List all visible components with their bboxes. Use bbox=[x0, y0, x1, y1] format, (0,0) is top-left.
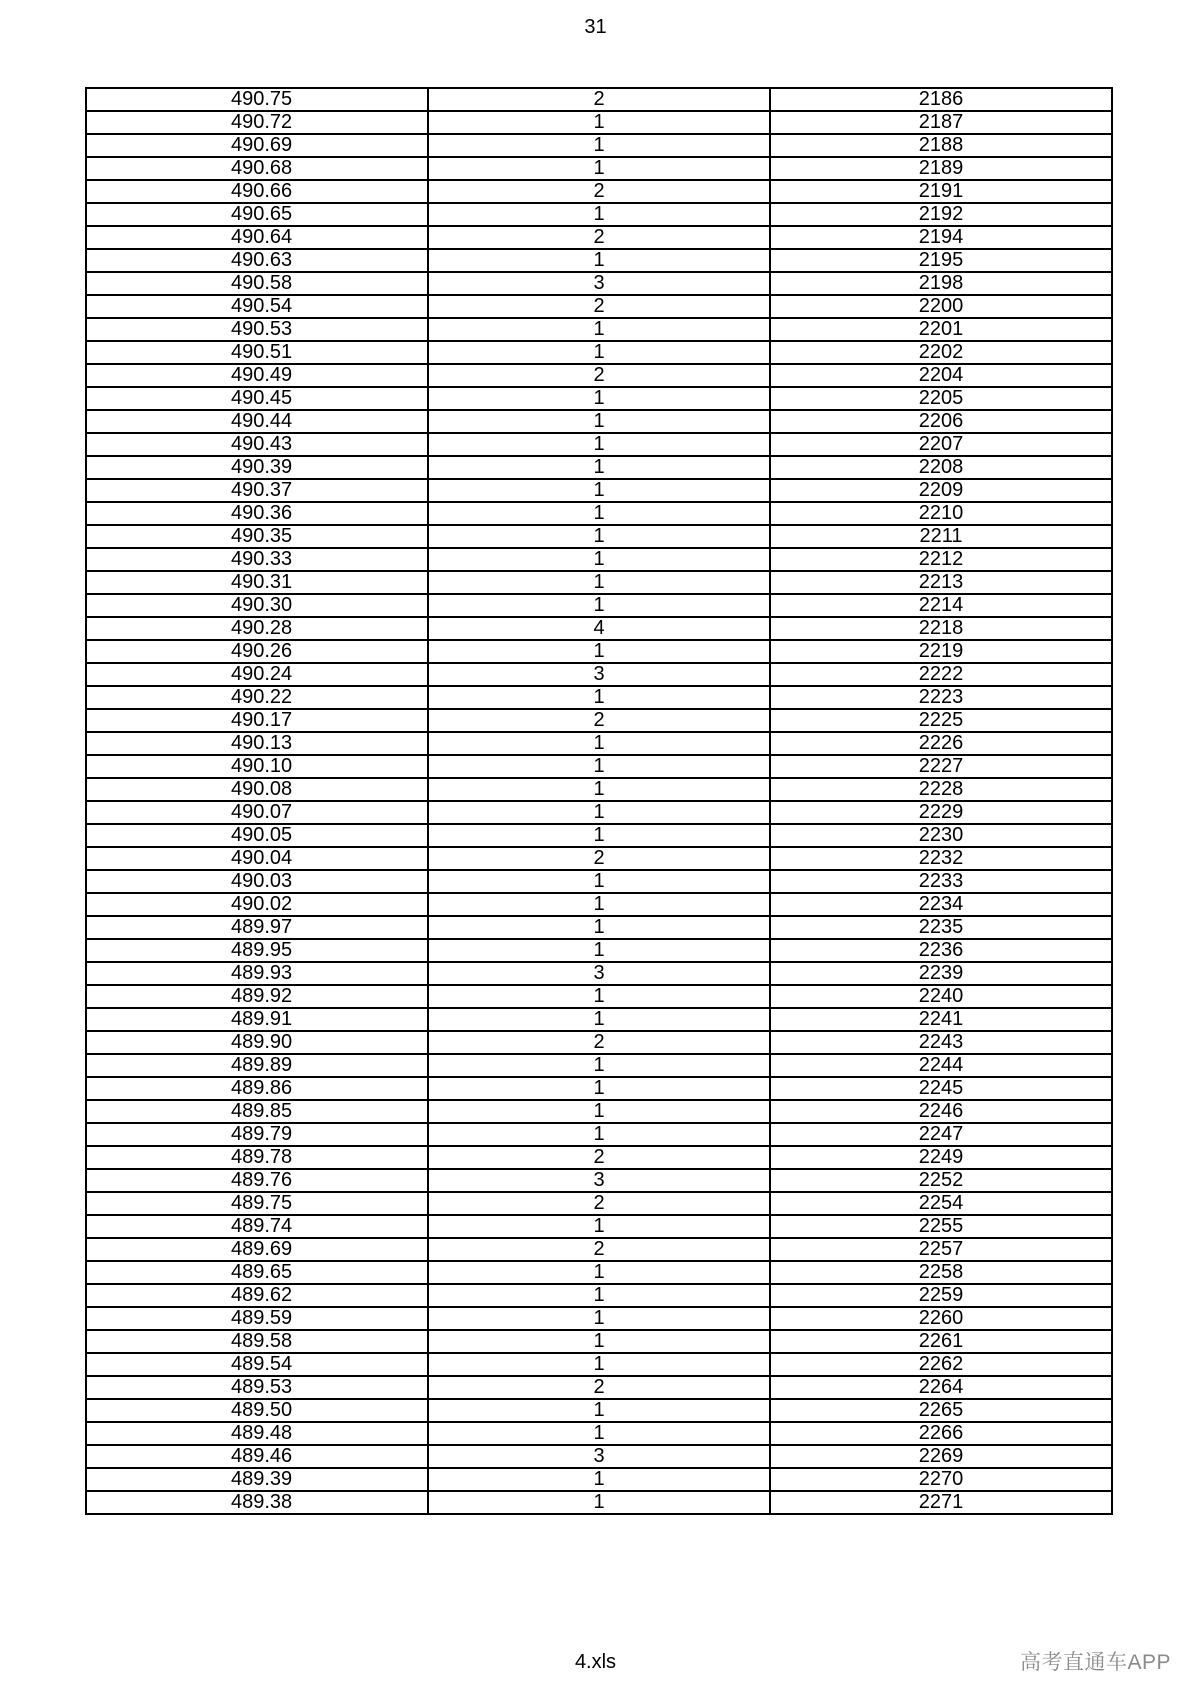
table-row bbox=[86, 203, 1112, 226]
table-row bbox=[86, 801, 1112, 824]
count-cell: 1 bbox=[428, 1491, 770, 1514]
count-cell: 3 bbox=[428, 272, 770, 295]
cumulative-cell: 2265 bbox=[770, 1399, 1112, 1422]
cumulative-cell: 2192 bbox=[770, 203, 1112, 226]
cumulative-cell: 2236 bbox=[770, 939, 1112, 962]
count-cell: 1 bbox=[428, 479, 770, 502]
table-row bbox=[86, 1491, 1112, 1514]
score-cell: 490.31 bbox=[86, 571, 428, 594]
count-cell: 1 bbox=[428, 1008, 770, 1031]
table-row bbox=[86, 824, 1112, 847]
table-row bbox=[86, 1399, 1112, 1422]
cumulative-cell: 2228 bbox=[770, 778, 1112, 801]
score-cell: 490.33 bbox=[86, 548, 428, 571]
score-cell: 489.46 bbox=[86, 1445, 428, 1468]
count-cell: 1 bbox=[428, 1123, 770, 1146]
cumulative-cell: 2201 bbox=[770, 318, 1112, 341]
table-row bbox=[86, 916, 1112, 939]
watermark: 高考直通车APP bbox=[1019, 1651, 1171, 1674]
cumulative-cell: 2246 bbox=[770, 1100, 1112, 1123]
score-cell: 489.92 bbox=[86, 985, 428, 1008]
score-cell: 489.91 bbox=[86, 1008, 428, 1031]
score-cell: 489.89 bbox=[86, 1054, 428, 1077]
table-row bbox=[86, 410, 1112, 433]
count-cell: 1 bbox=[428, 1468, 770, 1491]
count-cell: 2 bbox=[428, 847, 770, 870]
cumulative-cell: 2208 bbox=[770, 456, 1112, 479]
count-cell: 3 bbox=[428, 663, 770, 686]
table-row bbox=[86, 1422, 1112, 1445]
score-cell: 490.22 bbox=[86, 686, 428, 709]
cumulative-cell: 2252 bbox=[770, 1169, 1112, 1192]
score-cell: 489.38 bbox=[86, 1491, 428, 1514]
count-cell: 1 bbox=[428, 1330, 770, 1353]
count-cell: 1 bbox=[428, 732, 770, 755]
table-row bbox=[86, 1284, 1112, 1307]
count-cell: 1 bbox=[428, 1284, 770, 1307]
cumulative-cell: 2244 bbox=[770, 1054, 1112, 1077]
table-row bbox=[86, 433, 1112, 456]
score-cell: 490.44 bbox=[86, 410, 428, 433]
count-cell: 2 bbox=[428, 295, 770, 318]
table-row bbox=[86, 272, 1112, 295]
count-cell: 2 bbox=[428, 88, 770, 111]
count-cell: 2 bbox=[428, 1192, 770, 1215]
table-row bbox=[86, 249, 1112, 272]
count-cell: 1 bbox=[428, 1077, 770, 1100]
score-cell: 489.59 bbox=[86, 1307, 428, 1330]
count-cell: 1 bbox=[428, 916, 770, 939]
cumulative-cell: 2258 bbox=[770, 1261, 1112, 1284]
cumulative-cell: 2206 bbox=[770, 410, 1112, 433]
cumulative-cell: 2233 bbox=[770, 870, 1112, 893]
score-cell: 490.68 bbox=[86, 157, 428, 180]
data-table-container bbox=[85, 87, 1111, 1515]
score-cell: 490.51 bbox=[86, 341, 428, 364]
count-cell: 3 bbox=[428, 962, 770, 985]
table-row bbox=[86, 364, 1112, 387]
cumulative-cell: 2225 bbox=[770, 709, 1112, 732]
table-row bbox=[86, 318, 1112, 341]
score-cell: 489.76 bbox=[86, 1169, 428, 1192]
table-row bbox=[86, 295, 1112, 318]
score-cell: 489.75 bbox=[86, 1192, 428, 1215]
cumulative-cell: 2249 bbox=[770, 1146, 1112, 1169]
score-cell: 490.02 bbox=[86, 893, 428, 916]
count-cell: 1 bbox=[428, 778, 770, 801]
score-cell: 490.66 bbox=[86, 180, 428, 203]
cumulative-cell: 2259 bbox=[770, 1284, 1112, 1307]
cumulative-cell: 2205 bbox=[770, 387, 1112, 410]
score-cell: 489.79 bbox=[86, 1123, 428, 1146]
count-cell: 1 bbox=[428, 134, 770, 157]
table-row bbox=[86, 1376, 1112, 1399]
score-cell: 490.13 bbox=[86, 732, 428, 755]
count-cell: 1 bbox=[428, 502, 770, 525]
cumulative-cell: 2202 bbox=[770, 341, 1112, 364]
score-cell: 490.72 bbox=[86, 111, 428, 134]
count-cell: 2 bbox=[428, 709, 770, 732]
table-row bbox=[86, 1468, 1112, 1491]
score-table-body bbox=[86, 88, 1112, 1514]
count-cell: 1 bbox=[428, 571, 770, 594]
count-cell: 1 bbox=[428, 203, 770, 226]
score-cell: 490.58 bbox=[86, 272, 428, 295]
table-row bbox=[86, 870, 1112, 893]
count-cell: 3 bbox=[428, 1445, 770, 1468]
score-cell: 489.74 bbox=[86, 1215, 428, 1238]
cumulative-cell: 2209 bbox=[770, 479, 1112, 502]
score-cell: 490.07 bbox=[86, 801, 428, 824]
score-cell: 490.08 bbox=[86, 778, 428, 801]
table-row bbox=[86, 962, 1112, 985]
cumulative-cell: 2232 bbox=[770, 847, 1112, 870]
score-cell: 490.35 bbox=[86, 525, 428, 548]
table-row bbox=[86, 525, 1112, 548]
table-row bbox=[86, 571, 1112, 594]
table-row bbox=[86, 1123, 1112, 1146]
score-cell: 490.63 bbox=[86, 249, 428, 272]
score-cell: 490.43 bbox=[86, 433, 428, 456]
table-row bbox=[86, 548, 1112, 571]
cumulative-cell: 2239 bbox=[770, 962, 1112, 985]
count-cell: 1 bbox=[428, 824, 770, 847]
count-cell: 2 bbox=[428, 1146, 770, 1169]
score-cell: 489.93 bbox=[86, 962, 428, 985]
table-row bbox=[86, 1307, 1112, 1330]
table-row bbox=[86, 88, 1112, 111]
count-cell: 1 bbox=[428, 1353, 770, 1376]
score-cell: 490.04 bbox=[86, 847, 428, 870]
count-cell: 1 bbox=[428, 755, 770, 778]
cumulative-cell: 2189 bbox=[770, 157, 1112, 180]
cumulative-cell: 2262 bbox=[770, 1353, 1112, 1376]
score-cell: 490.39 bbox=[86, 456, 428, 479]
score-cell: 490.36 bbox=[86, 502, 428, 525]
cumulative-cell: 2207 bbox=[770, 433, 1112, 456]
table-row bbox=[86, 847, 1112, 870]
table-row bbox=[86, 180, 1112, 203]
table-row bbox=[86, 594, 1112, 617]
table-row bbox=[86, 640, 1112, 663]
score-cell: 489.78 bbox=[86, 1146, 428, 1169]
score-cell: 490.24 bbox=[86, 663, 428, 686]
cumulative-cell: 2229 bbox=[770, 801, 1112, 824]
count-cell: 2 bbox=[428, 180, 770, 203]
cumulative-cell: 2194 bbox=[770, 226, 1112, 249]
score-cell: 490.69 bbox=[86, 134, 428, 157]
score-cell: 490.75 bbox=[86, 88, 428, 111]
count-cell: 1 bbox=[428, 1422, 770, 1445]
score-cell: 490.03 bbox=[86, 870, 428, 893]
cumulative-cell: 2227 bbox=[770, 755, 1112, 778]
count-cell: 1 bbox=[428, 111, 770, 134]
table-row bbox=[86, 1445, 1112, 1468]
cumulative-cell: 2222 bbox=[770, 663, 1112, 686]
count-cell: 2 bbox=[428, 1376, 770, 1399]
count-cell: 2 bbox=[428, 1238, 770, 1261]
table-row bbox=[86, 1330, 1112, 1353]
count-cell: 1 bbox=[428, 985, 770, 1008]
table-row bbox=[86, 1077, 1112, 1100]
score-table bbox=[85, 87, 1113, 1515]
cumulative-cell: 2271 bbox=[770, 1491, 1112, 1514]
score-cell: 489.95 bbox=[86, 939, 428, 962]
cumulative-cell: 2211 bbox=[770, 525, 1112, 548]
cumulative-cell: 2254 bbox=[770, 1192, 1112, 1215]
count-cell: 1 bbox=[428, 1100, 770, 1123]
count-cell: 1 bbox=[428, 870, 770, 893]
page-number: 31 bbox=[584, 16, 607, 38]
table-row bbox=[86, 111, 1112, 134]
count-cell: 1 bbox=[428, 387, 770, 410]
cumulative-cell: 2219 bbox=[770, 640, 1112, 663]
count-cell: 1 bbox=[428, 157, 770, 180]
score-cell: 490.45 bbox=[86, 387, 428, 410]
count-cell: 1 bbox=[428, 1054, 770, 1077]
table-row bbox=[86, 1192, 1112, 1215]
score-cell: 489.58 bbox=[86, 1330, 428, 1353]
cumulative-cell: 2188 bbox=[770, 134, 1112, 157]
score-cell: 490.37 bbox=[86, 479, 428, 502]
score-cell: 489.53 bbox=[86, 1376, 428, 1399]
table-row bbox=[86, 1261, 1112, 1284]
table-row bbox=[86, 617, 1112, 640]
cumulative-cell: 2204 bbox=[770, 364, 1112, 387]
table-row bbox=[86, 1169, 1112, 1192]
cumulative-cell: 2195 bbox=[770, 249, 1112, 272]
table-row bbox=[86, 1031, 1112, 1054]
score-cell: 490.17 bbox=[86, 709, 428, 732]
count-cell: 3 bbox=[428, 1169, 770, 1192]
score-cell: 489.50 bbox=[86, 1399, 428, 1422]
table-row bbox=[86, 1054, 1112, 1077]
table-row bbox=[86, 502, 1112, 525]
score-cell: 490.26 bbox=[86, 640, 428, 663]
score-cell: 490.05 bbox=[86, 824, 428, 847]
cumulative-cell: 2210 bbox=[770, 502, 1112, 525]
count-cell: 1 bbox=[428, 318, 770, 341]
cumulative-cell: 2212 bbox=[770, 548, 1112, 571]
cumulative-cell: 2261 bbox=[770, 1330, 1112, 1353]
cumulative-cell: 2218 bbox=[770, 617, 1112, 640]
cumulative-cell: 2241 bbox=[770, 1008, 1112, 1031]
count-cell: 1 bbox=[428, 1399, 770, 1422]
cumulative-cell: 2226 bbox=[770, 732, 1112, 755]
cumulative-cell: 2186 bbox=[770, 88, 1112, 111]
cumulative-cell: 2234 bbox=[770, 893, 1112, 916]
score-cell: 489.90 bbox=[86, 1031, 428, 1054]
score-cell: 489.85 bbox=[86, 1100, 428, 1123]
table-row bbox=[86, 1238, 1112, 1261]
count-cell: 1 bbox=[428, 939, 770, 962]
cumulative-cell: 2191 bbox=[770, 180, 1112, 203]
table-row bbox=[86, 893, 1112, 916]
score-cell: 490.54 bbox=[86, 295, 428, 318]
count-cell: 1 bbox=[428, 410, 770, 433]
table-row bbox=[86, 134, 1112, 157]
table-row bbox=[86, 939, 1112, 962]
table-row bbox=[86, 341, 1112, 364]
count-cell: 1 bbox=[428, 640, 770, 663]
cumulative-cell: 2264 bbox=[770, 1376, 1112, 1399]
table-row bbox=[86, 663, 1112, 686]
count-cell: 1 bbox=[428, 594, 770, 617]
count-cell: 4 bbox=[428, 617, 770, 640]
score-cell: 490.53 bbox=[86, 318, 428, 341]
count-cell: 1 bbox=[428, 456, 770, 479]
score-cell: 490.49 bbox=[86, 364, 428, 387]
score-cell: 490.10 bbox=[86, 755, 428, 778]
score-cell: 489.86 bbox=[86, 1077, 428, 1100]
file-name-footer: 4.xls bbox=[574, 1651, 617, 1673]
cumulative-cell: 2235 bbox=[770, 916, 1112, 939]
table-row bbox=[86, 985, 1112, 1008]
count-cell: 1 bbox=[428, 801, 770, 824]
cumulative-cell: 2230 bbox=[770, 824, 1112, 847]
cumulative-cell: 2269 bbox=[770, 1445, 1112, 1468]
count-cell: 1 bbox=[428, 1307, 770, 1330]
cumulative-cell: 2223 bbox=[770, 686, 1112, 709]
table-row bbox=[86, 1100, 1112, 1123]
table-row bbox=[86, 755, 1112, 778]
score-cell: 489.48 bbox=[86, 1422, 428, 1445]
cumulative-cell: 2255 bbox=[770, 1215, 1112, 1238]
cumulative-cell: 2245 bbox=[770, 1077, 1112, 1100]
score-cell: 489.54 bbox=[86, 1353, 428, 1376]
cumulative-cell: 2247 bbox=[770, 1123, 1112, 1146]
cumulative-cell: 2198 bbox=[770, 272, 1112, 295]
table-row bbox=[86, 387, 1112, 410]
score-cell: 490.30 bbox=[86, 594, 428, 617]
count-cell: 1 bbox=[428, 686, 770, 709]
table-row bbox=[86, 1353, 1112, 1376]
table-row bbox=[86, 157, 1112, 180]
score-cell: 490.64 bbox=[86, 226, 428, 249]
table-row bbox=[86, 709, 1112, 732]
cumulative-cell: 2260 bbox=[770, 1307, 1112, 1330]
cumulative-cell: 2213 bbox=[770, 571, 1112, 594]
table-row bbox=[86, 1215, 1112, 1238]
cumulative-cell: 2257 bbox=[770, 1238, 1112, 1261]
count-cell: 1 bbox=[428, 893, 770, 916]
score-cell: 490.65 bbox=[86, 203, 428, 226]
count-cell: 1 bbox=[428, 341, 770, 364]
table-row bbox=[86, 732, 1112, 755]
count-cell: 1 bbox=[428, 433, 770, 456]
cumulative-cell: 2187 bbox=[770, 111, 1112, 134]
table-row bbox=[86, 686, 1112, 709]
cumulative-cell: 2200 bbox=[770, 295, 1112, 318]
score-cell: 489.97 bbox=[86, 916, 428, 939]
count-cell: 1 bbox=[428, 548, 770, 571]
table-row bbox=[86, 1146, 1112, 1169]
table-row bbox=[86, 1008, 1112, 1031]
count-cell: 1 bbox=[428, 249, 770, 272]
cumulative-cell: 2240 bbox=[770, 985, 1112, 1008]
count-cell: 2 bbox=[428, 1031, 770, 1054]
table-row bbox=[86, 778, 1112, 801]
cumulative-cell: 2266 bbox=[770, 1422, 1112, 1445]
count-cell: 1 bbox=[428, 525, 770, 548]
count-cell: 2 bbox=[428, 226, 770, 249]
table-row bbox=[86, 456, 1112, 479]
table-row bbox=[86, 479, 1112, 502]
score-cell: 489.69 bbox=[86, 1238, 428, 1261]
cumulative-cell: 2243 bbox=[770, 1031, 1112, 1054]
count-cell: 2 bbox=[428, 364, 770, 387]
table-row bbox=[86, 226, 1112, 249]
cumulative-cell: 2214 bbox=[770, 594, 1112, 617]
count-cell: 1 bbox=[428, 1261, 770, 1284]
cumulative-cell: 2270 bbox=[770, 1468, 1112, 1491]
score-cell: 489.62 bbox=[86, 1284, 428, 1307]
score-cell: 489.39 bbox=[86, 1468, 428, 1491]
score-cell: 490.28 bbox=[86, 617, 428, 640]
score-cell: 489.65 bbox=[86, 1261, 428, 1284]
count-cell: 1 bbox=[428, 1215, 770, 1238]
